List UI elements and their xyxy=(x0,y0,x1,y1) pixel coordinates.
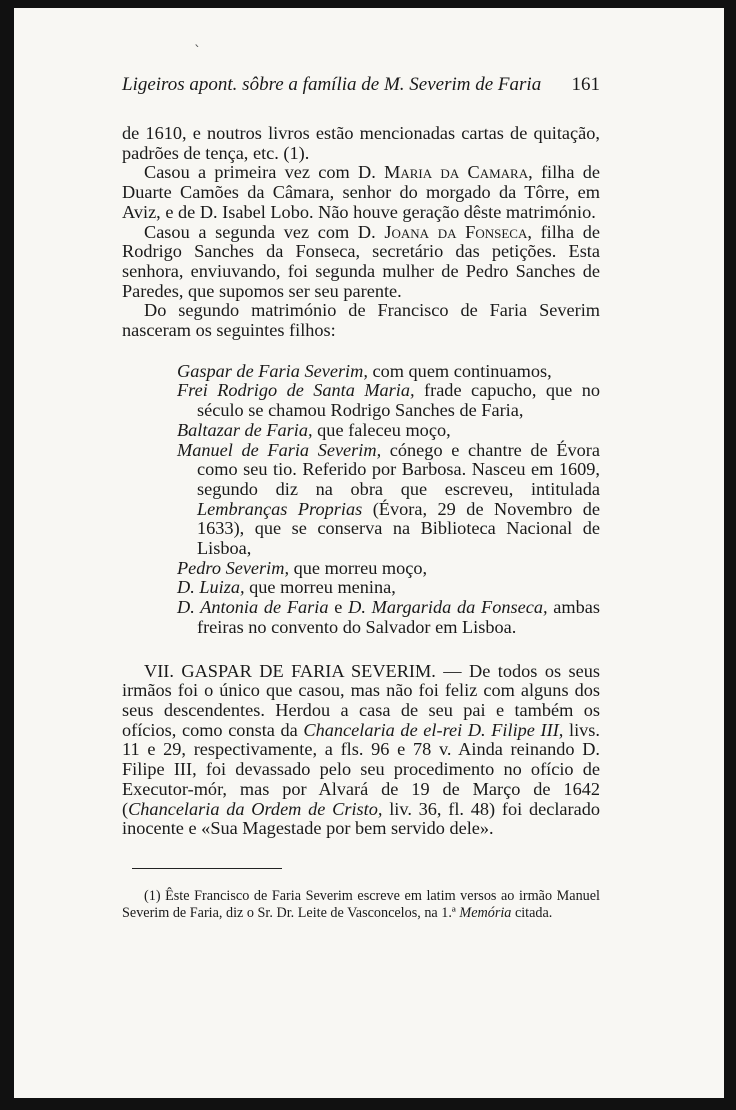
child-text: que morreu menina, xyxy=(244,577,396,598)
child-text: com quem continuamos, xyxy=(367,360,552,381)
footnote-text-b: citada. xyxy=(511,905,553,921)
child-text-end: ambas freiras no convento do Salvador em Lisboa. xyxy=(197,597,600,637)
child-text: cónego e chantre de Évora como seu tio. Referido por Barbosa. Nasceu em 1609, segundo diz na obra que escreveu, intitulada xyxy=(197,439,600,499)
section-text-c: liv. 36, fl. 48) foi declarado inocente e «Sua Magestade por bem servido dele». xyxy=(122,798,600,839)
footnote-rule xyxy=(132,868,282,869)
child-entry xyxy=(122,559,600,579)
paragraph-3 xyxy=(122,223,600,302)
child-entry xyxy=(122,421,600,441)
print-speck: ` xyxy=(194,44,201,60)
section-vii xyxy=(122,662,600,839)
paragraph-3-end: , filha de Rodrigo Sanches da Fonseca, secretário das petições. Esta senhora, enviuvando, foi segunda mulher de Pedro Sanches de Paredes, que supomos ser seu parente. xyxy=(122,221,601,301)
child-name: Baltazar de Faria, xyxy=(177,419,313,440)
paragraph-1: de 1610, e noutros livros estão mencionadas cartas de quitação, padrões de tença, etc. (1). xyxy=(122,123,600,163)
child-name: Manuel de Faria Severim, xyxy=(177,439,382,460)
child-text: frade capucho, que no século se chamou Rodrigo Sanches de Faria, xyxy=(197,380,600,421)
paragraph-2-end: , filha de Duarte Camões da Câmara, senhor do morgado da Tôrre, em Aviz, e de D. Isabel Lobo. Não houve geração dêste matrimónio. xyxy=(122,162,601,222)
running-title: Ligeiros apont. sôbre a família de M. Severim de Faria xyxy=(122,74,542,95)
book-page xyxy=(14,8,724,1098)
section-text-b: livs. 11 e 29, respectivamente, a fls. 96 e 78 v. Ainda reinando D. Filipe III, foi devassado pelo seu procedimento no ofício de Executor-mór, mas por Alvará de 19 de Março de 1642 ( xyxy=(122,719,600,819)
section-citation-2: Chancelaria da Ordem de Cristo, xyxy=(128,798,383,819)
paragraph-3-start: Casou a segunda vez com D. xyxy=(144,221,385,242)
body-text xyxy=(122,124,600,839)
child-name: Gaspar de Faria Severim, xyxy=(177,360,368,381)
child-entry xyxy=(122,598,600,637)
child-name: Pedro Severim, xyxy=(177,557,290,578)
paragraph-4: Do segundo matrimónio de Francisco de Faria Severim nasceram os seguintes filhos: xyxy=(122,300,600,341)
name-joana-da-fonseca: Joana da Fonseca xyxy=(384,221,528,242)
child-text: e xyxy=(328,597,349,618)
book-title: Lembranças Proprias xyxy=(197,498,363,519)
child-name: Frei Rodrigo de Santa Maria, xyxy=(177,380,415,401)
child-entry xyxy=(122,381,600,420)
child-text: que faleceu moço, xyxy=(312,419,451,440)
section-citation-1: Chancelaria de el-rei D. Filipe III, xyxy=(303,719,564,740)
child-name: D. Luiza, xyxy=(177,577,245,598)
section-text-a: — De todos os seus irmãos foi o único que casou, mas não foi feliz com alguns dos seus descendentes. Herdou a casa de seu pai e também os ofícios, como consta da xyxy=(122,660,600,740)
child-entry xyxy=(122,578,600,598)
running-head xyxy=(122,74,600,96)
footnote-text-a: (1) Êste Francisco de Faria Severim escreve em latim versos ao irmão Manuel Severim de Faria, diz o Sr. Dr. Leite de Vasconcelos, na 1.ª xyxy=(122,888,600,921)
child-name-2: D. Margarida da Fonseca, xyxy=(348,597,548,618)
name-maria-da-camara: Maria da Camara xyxy=(384,162,529,183)
footnote-title: Memória xyxy=(459,905,512,921)
footnote-1 xyxy=(122,888,600,922)
child-entry xyxy=(122,441,600,559)
child-entry xyxy=(122,362,600,382)
child-name: D. Antonia de Faria xyxy=(177,597,329,618)
paragraph-2 xyxy=(122,163,600,222)
page-number: 161 xyxy=(571,74,600,95)
paragraph-2-start: Casou a primeira vez com D. xyxy=(144,162,385,183)
child-text-end: (Évora, 29 de Novembro de 1633), que se conserva na Biblioteca Nacional de Lisboa, xyxy=(197,498,600,559)
child-text: que morreu moço, xyxy=(289,557,428,578)
section-heading: VII. GASPAR DE FARIA SEVERIM. xyxy=(144,660,436,681)
footnote xyxy=(122,888,600,922)
